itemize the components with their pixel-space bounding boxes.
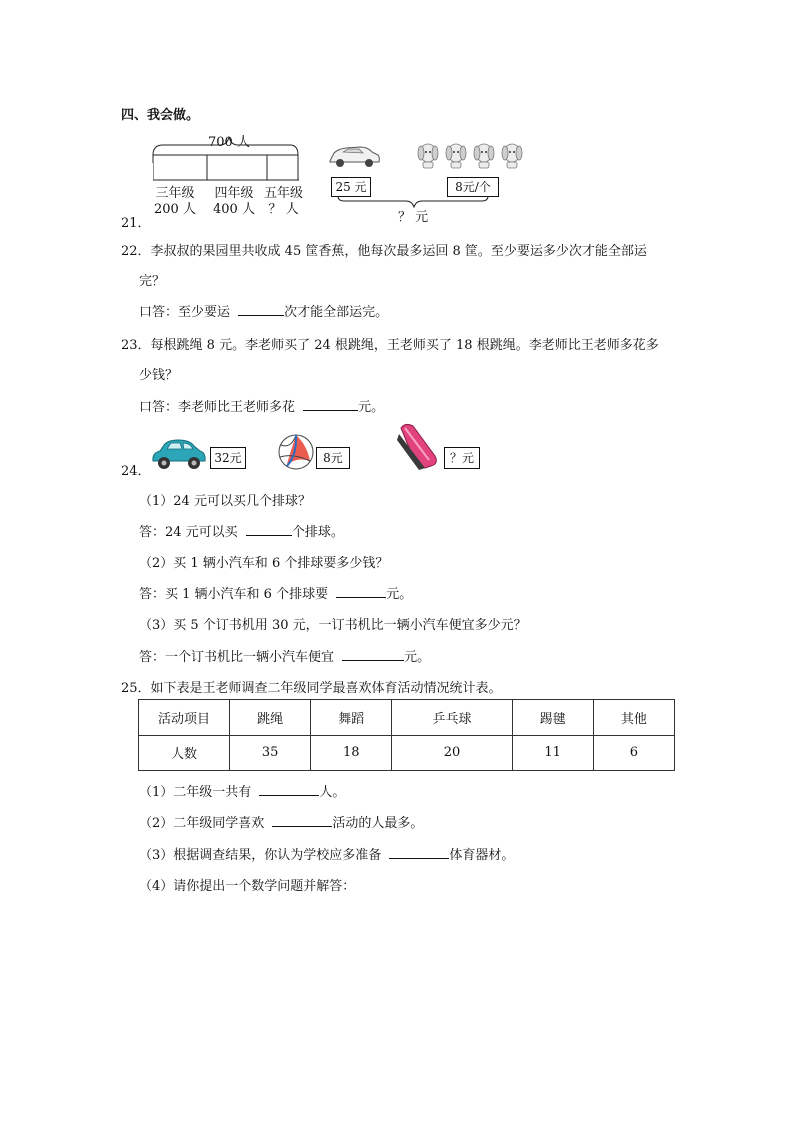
- answer-blank[interactable]: [336, 585, 386, 598]
- question-prefix: （3）根据调查结果，你认为学校应多准备: [139, 848, 382, 863]
- answer-suffix: 元。: [386, 587, 413, 602]
- table-header-cell: 其他: [593, 700, 674, 736]
- table-cell: 18: [311, 735, 392, 771]
- q22-answer: [139, 301, 388, 320]
- table-cell: 11: [512, 735, 593, 771]
- q21-total-label: 700 人: [208, 135, 250, 150]
- q25-sub4: （4）请你提出一个数学问题并解答：: [139, 879, 356, 894]
- q24-sub1-question: （1）24 元可以买几个排球？: [139, 494, 311, 509]
- question-prefix: （2）二年级同学喜欢: [139, 816, 265, 831]
- q24-sub2-answer: [139, 583, 412, 602]
- answer-suffix: 元。: [404, 650, 431, 665]
- toy-dogs-icon: [415, 140, 527, 172]
- q21-bar-bottom: [153, 159, 299, 183]
- q23-text-line2: 少钱？: [139, 368, 179, 383]
- question-suffix: 体育器材。: [449, 848, 515, 863]
- q24-number: 24．: [121, 464, 151, 479]
- q23-text-line1: 23．每根跳绳 8 元。李老师买了 24 根跳绳，王老师买了 18 根跳绳。李老师比王老师多花多: [121, 338, 659, 353]
- q21-segment-grade5: [264, 186, 303, 218]
- toy-car-icon: [326, 141, 382, 171]
- answer-blank[interactable]: [272, 814, 332, 827]
- answer-prefix: 答：24 元可以买: [139, 525, 238, 540]
- answer-suffix: 元。: [358, 400, 385, 415]
- q22-text-line2: 完？: [139, 274, 166, 289]
- volleyball-icon: [277, 433, 315, 471]
- segment-grade-label: 四年级: [214, 186, 254, 201]
- q25-sub2: [139, 812, 423, 831]
- q24-sub1-answer: [139, 521, 344, 540]
- answer-blank[interactable]: [246, 523, 292, 536]
- q24-car-price-box: 32元: [210, 447, 246, 469]
- answer-blank[interactable]: [342, 648, 404, 661]
- table-row: [139, 735, 675, 771]
- q24-sub3-answer: [139, 646, 430, 665]
- q21-number: 21．: [121, 216, 151, 231]
- table-cell: 6: [593, 735, 674, 771]
- answer-blank[interactable]: [303, 398, 358, 411]
- answer-prefix: 答：买 1 辆小汽车和 6 个排球要: [139, 587, 329, 602]
- table-cell: 35: [230, 735, 311, 771]
- answer-prefix: 口答：李老师比王老师多花: [139, 400, 296, 415]
- activity-stats-table: [138, 699, 675, 771]
- table-header-cell: 跳绳: [230, 700, 311, 736]
- answer-blank[interactable]: [389, 846, 449, 859]
- q21-total-question: ？ 元: [398, 210, 429, 225]
- q21-car-price-box: 25 元: [331, 177, 371, 197]
- segment-grade-label: 三年级: [155, 186, 195, 201]
- q24-sub3-question: （3）买 5 个订书机用 30 元，一订书机比一辆小汽车便宜多少元？: [139, 618, 527, 633]
- answer-prefix: 口答：至少要运: [139, 305, 231, 320]
- q25-sub1: [139, 781, 345, 800]
- segment-grade-label: 五年级: [264, 186, 304, 201]
- question-suffix: 活动的人最多。: [332, 816, 424, 831]
- table-header-row: [139, 700, 675, 736]
- stapler-icon: [395, 420, 441, 472]
- q21-segment-grade3: [154, 186, 196, 218]
- table-header-cell: 乒乓球: [392, 700, 512, 736]
- q25-sub3: [139, 844, 514, 863]
- answer-suffix: 次才能全部运完。: [284, 305, 389, 320]
- segment-count-label: 200 人: [154, 202, 196, 217]
- section-title: 四、我会做。: [121, 108, 200, 123]
- table-header-cell: 舞蹈: [311, 700, 392, 736]
- table-row-label: 人数: [139, 735, 230, 771]
- q23-answer: [139, 396, 384, 415]
- answer-blank[interactable]: [238, 303, 284, 316]
- q21-dog-price-box: 8元/个: [447, 177, 499, 197]
- answer-suffix: 个排球。: [291, 525, 344, 540]
- segment-count-label: 400 人: [213, 202, 255, 217]
- toy-car-icon: [150, 437, 208, 471]
- q25-intro: 25．如下表是王老师调查二年级同学最喜欢体育活动情况统计表。: [121, 681, 502, 696]
- table-header-cell: 踢毽: [512, 700, 593, 736]
- q22-text-line1: 22．李叔叔的果园里共收成 45 筐香蕉，他每次最多运回 8 筐。至少要运多少次才能全部运: [121, 244, 647, 259]
- answer-blank[interactable]: [259, 783, 319, 796]
- question-suffix: 人。: [319, 785, 346, 800]
- segment-count-label: ？ 人: [268, 202, 299, 217]
- answer-prefix: 答：一个订书机比一辆小汽车便宜: [139, 650, 335, 665]
- table-header-cell: 活动项目: [139, 700, 230, 736]
- table-cell: 20: [392, 735, 512, 771]
- question-prefix: （1）二年级一共有: [139, 785, 252, 800]
- q21-segment-grade4: [213, 186, 255, 218]
- q24-stapler-price-box: ？元: [444, 447, 480, 469]
- q24-ball-price-box: 8元: [316, 447, 350, 469]
- q24-sub2-question: （2）买 1 辆小汽车和 6 个排球要多少钱？: [139, 556, 389, 571]
